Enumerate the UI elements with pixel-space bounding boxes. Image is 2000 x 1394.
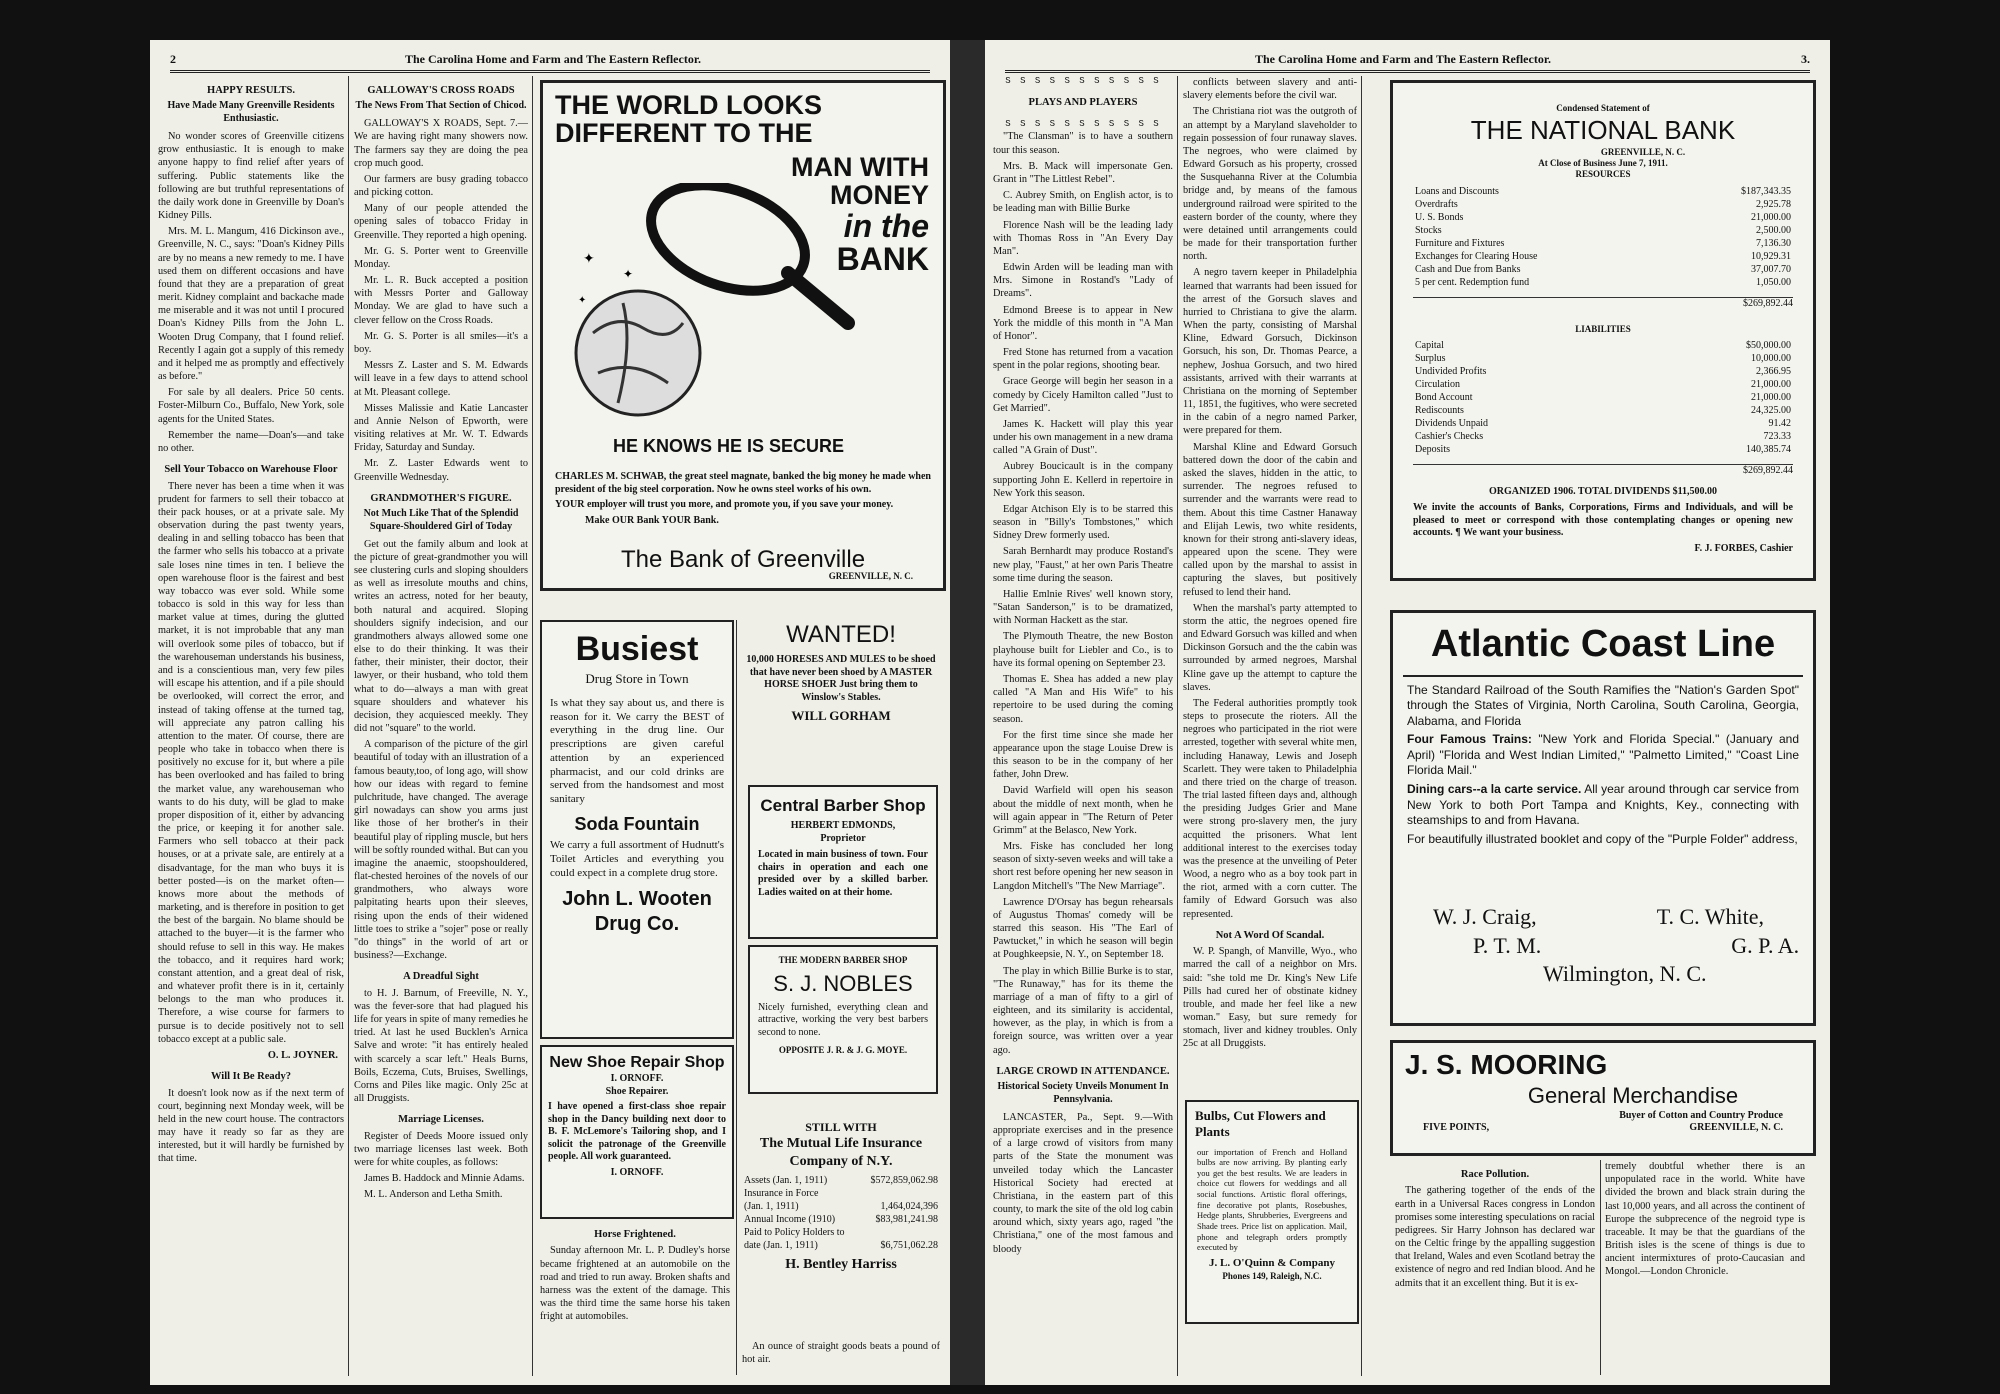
ad-body: Located in main business of town. Four chairs in operation and each one presided over by a skilled barber. Ladies waited on at their home. (758, 849, 928, 898)
row-label: Loans and Discounts (1415, 185, 1499, 197)
ad-body-bold: Dining cars--a la carte service. (1407, 782, 1582, 797)
left-page (150, 40, 950, 1385)
row-value: 37,007.70 (1751, 263, 1791, 275)
ad-headline: MONEY (829, 180, 929, 211)
national-bank-statement (1390, 80, 1816, 581)
article-paragraph: Edwin Arden will be leading man with Mrs. Simone in Rostand's "Lady of Dreams". (993, 262, 1173, 300)
row-value: 21,000.00 (1751, 379, 1791, 391)
ad-right: GREENVILLE, N. C. (1689, 1122, 1783, 1133)
soda-fountain: Soda Fountain (574, 813, 700, 834)
article-subtitle: Historical Society Unveils Monument In Pennsylvania. (997, 1081, 1169, 1106)
ad-tagline: HE KNOWS HE IS SECURE (613, 436, 845, 456)
row-value: 10,929.31 (1751, 250, 1791, 262)
article-paragraph: The play in which Billie Burke is to star, "The Runaway," has for its theme the marriage of a man of fifty to a girl of eighteen, and its similarity is accidental, however, as the play, in which is from a foreign source, was written over a year ago. (993, 965, 1173, 1056)
row-label: Paid to Policy Holders to (744, 1227, 845, 1239)
ad-signature: I. ORNOFF. (610, 1166, 664, 1178)
globe-magnifier-illustration (563, 183, 863, 433)
ad-title: J. S. MOORING (1405, 1049, 1608, 1080)
table-row (1413, 352, 1793, 365)
row-label: Circulation (1415, 379, 1460, 391)
statement-date: At Close of Business June 7, 1911. (1538, 158, 1668, 168)
contact-title: P. T. M. (1473, 932, 1542, 958)
row-value: $50,000.00 (1746, 340, 1791, 352)
article-paragraph: Edgar Atchison Ely is to be starred this season in "Billy's Tombstones," which Sidney Drew formerly used. (993, 503, 1173, 542)
table-row (1413, 443, 1793, 456)
row-label: Dividends Unpaid (1415, 418, 1489, 430)
table-row (1413, 404, 1793, 417)
bank-place: GREENVILLE, N. C. (828, 571, 913, 581)
resources-total: $269,892.44 (1413, 297, 1793, 311)
article-paragraph: It doesn't look now as if the next term of court, beginning next Monday week, will be held in the new court house. The contractors may have it ready so far as they are interested, but it will hardly be furnished by that time. (158, 1087, 344, 1165)
right-page-number: 3. (1801, 51, 1810, 66)
article-paragraph: When the marshal's party attempted to storm the attic, the negroes opened fire and Edward Gorsuch was killed and when Dickinson Gorsuch and the the cabin was surrounded by armed negroes, Marshal Kline gave up the attempt to capture the slaves. (1183, 602, 1357, 693)
article-subtitle: Have Made Many Greenville Residents Enthusiastic. (167, 100, 335, 125)
article-paragraph: LANCASTER, Pa., Sept. 9.—With appropriate exercises and in the presence of a large crowd of visitors from many parts of the State the monument was unveiled today which the Lancaster Historical Society had erected at Christiana, in the eastern part of this county, to mark the site of the old log cabin around which, sixty years ago, raged "the Christiana," one of the most famous and bloody (993, 1111, 1173, 1255)
article-title: Marriage Licenses. (398, 1114, 484, 1126)
mutual-life-ad (742, 1120, 940, 1330)
ad-top: THE MODERN BARBER SHOP (778, 955, 908, 965)
ad-body: YOUR employer will trust you more, and promote you, if you save your money. (555, 499, 894, 510)
resources-table (1413, 185, 1793, 289)
article-paragraph: The Federal authorities promptly took steps to prosecute the rioters. All the negroes who participated in the riot were arrested, together with several white men, including Hanaway, Lewis and Joseph Scarlett. They were taken to Philadelphia and there tried on the charge of treason. The trial lasted fifteen days and, although the presiding Judges Grier and Mane were strong pro-slavery men, the jury acquitted the prisoners. What lent additional interest to the exercises today was the presence at the unveiling of Peter Wood, a negro who as a boy took part in the riot, armed with a corn cutter. The family of Edward Gorsuch was also represented. (1183, 697, 1357, 920)
article-subtitle: The News From That Section of Chicod. (355, 100, 527, 112)
ad-body: 10,000 HORESES AND MULES to be shoed that have never been shoed by A MASTER HORSE SHOER Just bring them to Winslow's Stables. (746, 654, 936, 703)
article-paragraph: Messrs Z. Laster and S. M. Edwards will leave in a few days to attend school at Mt. Pleasant college. (354, 360, 528, 398)
row-label: Capital (1415, 340, 1444, 352)
race-article-part-1 (1395, 1160, 1595, 1375)
article-paragraph: Sarah Bernhardt may produce Rostand's new play, "Faust," at her own Paris Theatre some time during the season. (993, 546, 1173, 584)
statement-body: We invite the accounts of Banks, Corporations, Firms and Individuals, and will be pleased to meet or correspond with those contemplating changes or opening new accounts. ¶ We want your business. (1413, 502, 1793, 539)
article-paragraph: Mr. G. S. Porter went to Greenville Monday. (354, 245, 528, 270)
article-paragraph: A comparison of the picture of the girl beautiful of today with an illustration of a famous beauty,too, of long ago, will show how our ideas with regard to femine pulchritude, have changed. The average girl nowadays can show you arms just like those of her brother's in their beautiful play of rippling muscle, but hers will be softly rounded withal. But can you imagine the anaemic, stoopshouldered, flat-chested heroines of the novels of our grandmothers, who always wore palpitating hearts upon their sleeves, rising upon the ends of their widened little toes to strike a "sojer" pose or really "do things" in the world of art or business?—Exchange. (354, 739, 528, 962)
article-paragraph: Edmond Breese is to appear in New York the middle of this month in "A Man of Honor". (993, 304, 1173, 342)
ad-body: The Standard Railroad of the South Ramifies the "Nation's Garden Spot" through the States of Virginia, North Carolina, South Carolina, Georgia, Alabama, and Florida (1407, 682, 1799, 728)
table-row (1413, 237, 1793, 250)
svg-text:✦: ✦ (623, 267, 634, 281)
mutual-life-figures (742, 1174, 940, 1252)
row-value: 2,500.00 (1756, 224, 1791, 236)
row-value (860, 1187, 940, 1200)
ad-title: Busiest (575, 630, 699, 668)
cashier-name: F. J. FORBES, Cashier (1694, 542, 1793, 554)
ad-address: Phones 149, Raleigh, N.C. (1222, 1270, 1322, 1281)
ad-body: Is what they say about us, and there is reason for it. We carry the BEST of everything in the drug line. Our prescriptions are given careful attention by an experienced pharmacist, and our cold drinks are served from the handsomest and most sanitary (550, 696, 724, 805)
atlantic-coast-line-ad (1390, 610, 1816, 1026)
table-row (1413, 185, 1793, 198)
table-row (742, 1200, 940, 1213)
left-header (170, 48, 930, 73)
ad-headline: THE WORLD LOOKS (555, 90, 822, 120)
article-paragraph: Fred Stone has returned from a vacation spent in the polar regions, shooting bear. (993, 347, 1173, 372)
row-value: 2,925.78 (1756, 198, 1791, 210)
page-gutter (950, 40, 985, 1385)
article-paragraph: For the first time since she made her appearance upon the stage Louise Drew is this season to be in the company of her father, John Drew. (993, 729, 1173, 781)
drug-co-name: John L. Wooten (562, 887, 712, 910)
article-title: Not A Word Of Scandal. (1215, 929, 1325, 941)
ad-body: Make OUR Bank YOUR Bank. (585, 514, 719, 526)
ad-owner: HERBERT EDMONDS, (790, 820, 896, 832)
ad-body: I have opened a first-class shoe repair shop in the Dancy building next door to B. F. McLemore's Tailoring shop, and I solicit the patronage of the Greenville people. All work guaranteed. (548, 1101, 726, 1162)
article-title: HAPPY RESULTS. (207, 85, 295, 96)
table-row (742, 1213, 940, 1226)
table-row (1413, 224, 1793, 237)
liabilities-table (1413, 339, 1793, 456)
article-paragraph: Mrs. Fiske has concluded her long season of sixty-seven weeks and will take a short rest before opening her new season in Langdon Mitchell's "The New Marriage". (993, 841, 1173, 892)
table-row (1413, 276, 1793, 289)
table-row (1413, 198, 1793, 211)
ad-body: All year around through car service from New York to both Port Tampa and Knights, Key., connecting with steamships to and from Havana. (1407, 782, 1800, 828)
ad-title: Atlantic Coast Line (1430, 623, 1776, 665)
ad-body: Nicely furnished, everything clean and attractive, working the very best barbers second to none. (758, 1001, 928, 1038)
contact-title: G. P. A. (1731, 932, 1800, 958)
bank-name: THE NATIONAL BANK (1470, 115, 1736, 146)
left-column-2 (354, 76, 528, 1376)
ad-body: "New York and Florida Special." (January and April) "Florida and West Indian Limited," "Palmetto Limited," "Coast Line Florida Mail." (1407, 732, 1799, 778)
ad-headline: BANK (836, 241, 929, 278)
resources-title: RESOURCES (1575, 169, 1631, 180)
row-label: Insurance in Force (744, 1188, 819, 1200)
article-subtitle: Not Much Like That of the Splendid Square-Shouldered Girl of Today (363, 508, 519, 532)
ad-body: our importation of French and Holland bulbs are now arriving. By planting early you get the best results. We are leaders in choice cut flowers for weddings and all social functions. Artistic floral offerings, fine decorative pot plants, Rosebushes, Hedge plants, Shrubberies, Evergreens and Shade trees. Price list on application. Mail, phone and telegraph orders promptly executed by (1197, 1146, 1347, 1253)
row-value: 723.33 (1763, 431, 1791, 443)
row-label: Surplus (1415, 353, 1446, 365)
statement-top: Condensed Statement of (1556, 103, 1650, 113)
row-value: $187,343.35 (1741, 185, 1791, 197)
left-header-title: The Carolina Home and Farm and The Eastern Reflector. (404, 51, 702, 66)
article-paragraph: Hallie Emlnie Rives' well known story, "Satan Sanderson," is to be dramatized, with Norman Hackett as the star. (993, 588, 1173, 627)
article-paragraph: Mrs. B. Mack will impersonate Gen. Grant in "The Littlest Rebel". (993, 160, 1173, 185)
row-label: Stocks (1415, 224, 1442, 236)
table-row (1413, 430, 1793, 443)
article-paragraph: Remember the name—Doan's—and take no other. (158, 429, 344, 454)
article-paragraph: Mrs. M. L. Mangum, 416 Dickinson ave., Greenville, N. C., says: "Doan's Kidney Pills are by no means a new remedy to me. I have used them on different occasions and have found that they are a preparation of great merit. Kidney complaint and backache made me miserable and it was not until I procured Doan's Kidney Pills from the John L. Wooten Drug Company, that I found relief. Recently I again got a supply of this remedy and it helped me as promptly and effectively as before." (158, 226, 344, 383)
horse-frightened-article (540, 1220, 730, 1370)
ad-title: New Shoe Repair Shop (549, 1054, 725, 1071)
table-row (742, 1239, 940, 1252)
row-value: 7,136.30 (1756, 237, 1791, 249)
ad-top: STILL WITH (805, 1120, 877, 1134)
row-label: Exchanges for Clearing House (1415, 250, 1538, 262)
article-paragraph: The gathering together of the ends of the earth in a Universal Races congress in London promises some interesting speculations on racial pedigrees. Sir Harry Johnson has declared war on the Celtic fringe by the appalling suggestion that Ireland, Wales and even Scotland betray the existence of negro and red Indian blood. And he admits that it an excellent thing. But it is ex- (1395, 1185, 1595, 1289)
row-value: 21,000.00 (1751, 211, 1791, 223)
contact-city: Wilmington, N. C. (1543, 961, 1707, 987)
article-title: A Dreadful Sight (403, 971, 479, 983)
article-title: LARGE CROWD IN ATTENDANCE. (996, 1065, 1170, 1077)
article-paragraph: James B. Haddock and Minnie Adams. (364, 1173, 525, 1185)
row-label: Bond Account (1415, 392, 1473, 404)
article-paragraph: For sale by all dealers. Price 50 cents. Foster-Milburn Co., Buffalo, New York, sole agents for the United States. (158, 387, 344, 425)
article-paragraph: W. P. Spangh, of Manville, Wyo., who marred the call of a neighbor on Mrs. said: "she told me Dr. King's New Life Pills had cured her of obstinate kidney trouble, and made her feel like a new woman." Easy, but sure remedy for stomach, liver and kidney troubles. Only 25c at all Druggists. (1183, 946, 1357, 1050)
row-label: Cashier's Checks (1415, 431, 1484, 443)
left-page-number: 2 (170, 51, 176, 66)
row-label: Furniture and Fixtures (1415, 237, 1505, 249)
article-paragraph: No wonder scores of Greenville citizens grow enthusiastic. It is enough to make anyone happy to find relief after years of suffering. Public statements like the following are but truthful representations of the daily work done in Greenville by Doan's Kidney Pills. (158, 131, 344, 222)
table-row (742, 1174, 940, 1187)
article-paragraph: M. L. Anderson and Letha Smith. (364, 1189, 503, 1201)
table-row (1413, 339, 1793, 352)
article-title: Sell Your Tobacco on Warehouse Floor (164, 464, 338, 476)
article-title: PLAYS AND PLAYERS (1028, 96, 1138, 108)
row-label: Cash and Due from Banks (1415, 263, 1521, 275)
ad-title: The Mutual Life Insurance (759, 1136, 923, 1152)
table-row (1413, 250, 1793, 263)
row-label: Overdrafts (1415, 198, 1458, 210)
bulbs-flowers-ad (1185, 1100, 1359, 1324)
article-paragraph: Our farmers are busy grading tobacco and picking cotton. (354, 173, 528, 199)
table-row (742, 1187, 940, 1200)
row-label: Undivided Profits (1415, 366, 1487, 378)
liabilities-title: LIABILITIES (1575, 324, 1631, 334)
article-title: Horse Frightened. (594, 1229, 676, 1240)
row-value: 91.42 (1768, 418, 1791, 430)
article-paragraph: C. Aubrey Smith, on English actor, is to be leading man with Billie Burke (993, 190, 1173, 215)
table-row (742, 1226, 940, 1239)
article-paragraph: There never has been a time when it was prudent for farmers to sell their tobacco at their pack houses, or at a private sale. My observation during the past twenty years, dealing in and selling tobacco has been that the farmer who sells his tobacco at a private sale loses nine times in ten. I believe the open warehouse floor is the fairest and best way tobacco was ever sold. While some tobacco is sold in this way for less than market value at times, during the glutted market, it is not improbable that any man will overlook some piles of tobacco, but if the warehouseman understands his business, and is a conscientious man, very few piles will escape his attention, and if a pile should be overlooked, will correct the error, and instead of taking offense at the turned tag, will appreciate any patron calling his attention to the mater. Of course, there are people who take in tobacco when there is positively no excuse for it, but where a pile has been overlooked and has failed to bring the market value, any warehouseman who wants to do his duty, will be glad to make proper disposition of it, either by advancing the price, or keeping it for another sale. Farmers who sell tobacco at their pack houses, or at a private sale, are entirely at a disadvantage, for the man who buys it is better posted—is on the market often—knows more about the methods of marketing, and is therefore in position to get the best of the bargain. No blame should be attached to the buyer—it is the farmer who should refuse to sell in this way. He makes the tobacco, and it requires hard work; constant attention, and a great deal of risk, and whatever profit there is in it, certainly belongs to the man who produces it. Therefore, a wise course for farmers to pursue is to decide positively not to sell tobacco except at a public sale. (158, 480, 344, 1045)
ad-title: Central Barber Shop (760, 796, 926, 815)
ornament-row: S S S S S S S S S S S (1005, 118, 1161, 129)
article-title: GALLOWAY'S CROSS ROADS (367, 85, 515, 96)
article-paragraph: Mr. L. R. Buck accepted a position with Messrs Porter and Galloway Monday. We are glad to have such a clever fellow on the Cross Roads. (354, 275, 528, 326)
ad-headline: MAN WITH (791, 152, 929, 182)
article-paragraph: Many of our people attended the opening sales of tobacco Friday in Greenville. They reported a high opening. (354, 203, 528, 241)
right-header (1005, 48, 1810, 73)
ad-title: Company of N.Y. (789, 1154, 893, 1170)
ad-signature: J. L. O'Quinn & Company (1209, 1256, 1335, 1269)
article-paragraph: Mr. Z. Laster Edwards went to Greenville Wednesday. (354, 458, 528, 483)
right-header-title: The Carolina Home and Farm and The Eastern Reflector. (1254, 51, 1552, 66)
row-value: 10,000.00 (1751, 353, 1791, 365)
table-row (1413, 417, 1793, 430)
article-paragraph: An ounce of straight goods beats a pound of hot air. (742, 1341, 940, 1366)
row-label: 5 per cent. Redemption fund (1415, 276, 1530, 288)
wanted-ad (742, 620, 940, 775)
contact-name: T. C. White, (1656, 904, 1765, 929)
nobles-barber-ad (748, 945, 938, 1094)
article-paragraph: conflicts between slavery and anti-slavery elements before the civil war. (1183, 77, 1357, 102)
row-value: 21,000.00 (1751, 392, 1791, 404)
row-label: Deposits (1415, 444, 1450, 456)
ad-body-bold: Four Famous Trains: (1407, 732, 1532, 747)
article-paragraph: David Warfield will open his season about the middle of next month, when he will again appear in "The Return of Peter Grimm" at the Belasco, New York. (993, 785, 1173, 836)
article-paragraph: GALLOWAY'S X ROADS, Sept. 7.—We are having right many showers now. The farmers say they are doing the pea crop much good. (354, 118, 528, 169)
ad-left: FIVE POINTS, (1423, 1122, 1490, 1133)
article-paragraph: Mr. G. S. Porter is all smiles—it's a boy. (354, 330, 528, 355)
liabilities-total: $269,892.44 (1413, 464, 1793, 478)
shoe-repair-ad (540, 1045, 734, 1219)
ad-title: S. J. NOBLES (773, 971, 913, 997)
ad-headline: DIFFERENT TO THE (555, 118, 813, 149)
article-paragraph: Get out the family album and look at the picture of great-grandmother you will see clustering curls and sloping shoulders as well as irresolute mouths and chins, writes an actress, noted for her beauty, both natural and acquired. Sloping shoulders signify indecision, and our grandmothers always allowed some one else to do their thinking. It was their father, their minister, their doctor, their lawyer, or their husband, who told them what to do—always a man with great square shoulders and whatever his decision, they acquiesced meekly. They did not "square" to the world. (354, 538, 528, 735)
article-title: Race Pollution. (1460, 1169, 1530, 1180)
ad-body: CHARLES M. SCHWAB, the great steel magnate, banked the big money he made when president of the big steel corporation. Now he owns steel works of his own. (555, 471, 931, 495)
article-title: Will It Be Ready? (210, 1071, 292, 1083)
article-paragraph: Grace George will begin her season in a comedy by Cicely Hamilton called "Just to Get Married". (993, 376, 1173, 414)
row-label: U. S. Bonds (1415, 211, 1464, 223)
organized-line: ORGANIZED 1906. TOTAL DIVIDENDS $11,500.00 (1488, 485, 1718, 497)
svg-text:✦: ✦ (583, 252, 595, 267)
ornament-row: S S S S S S S S S S S (1005, 76, 1161, 86)
article-paragraph: The Christiana riot was the outgroth of an attempt by a Maryland slaveholder to regain possession of four runaway slaves. The negroes, who were claimed by Edward Gorsuch as his property, crossed the Susquehanna River at the Columbia bridge and, by means of the famous underground railroad were spirited to the eastern border of the county, where they were detained until arrangements could be made for their transportation further north. (1183, 106, 1357, 263)
article-paragraph: Register of Deeds Moore issued only two marriage licenses last week. Both were for white couples, as follows: (354, 1130, 528, 1168)
ad-owner: I. ORNOFF. (610, 1073, 664, 1084)
article-paragraph: "The Clansman" is to have a southern tour this season. (993, 131, 1173, 156)
mooring-ad (1390, 1040, 1816, 1156)
row-value: $572,859,062.98 (870, 1175, 938, 1187)
right-page (985, 40, 1830, 1385)
row-value: $6,751,062.28 (880, 1240, 938, 1252)
ad-body: For beautifully illustrated booklet and copy of the "Purple Folder" address, (1407, 831, 1798, 846)
ad-title: WANTED! (786, 621, 896, 648)
article-paragraph: tremely doubtful whether there is an unpopulated race in the world. White have divided the brown and black strain during the last 10,000 years, and all across the continent of Europe the subprecence of the negroid type is traceable. It may be that the guardians of the British isles is the scene of things is due to ancient intermixtures of proto-Caucasian and Mongol.—London Chronicle. (1605, 1161, 1805, 1278)
ad-role: Shoe Repairer. (605, 1085, 669, 1097)
article-paragraph: Aubrey Boucicault is in the company supporting John E. Kellerd in repertoire in New York this season. (993, 461, 1173, 499)
ad-buyer: Buyer of Cotton and Country Produce (1619, 1109, 1783, 1121)
ad-role: Proprietor (820, 832, 866, 844)
table-row (1413, 378, 1793, 391)
article-paragraph: Misses Malissie and Katie Lancaster and Annie Nelson of Epworth, were visiting relatives at Mr. W. T. Edwards Friday, Saturday and Sunday. (354, 402, 528, 454)
table-row (1413, 211, 1793, 224)
table-row (1413, 263, 1793, 276)
article-title: GRANDMOTHER'S FIGURE. (370, 492, 512, 504)
row-value: 1,464,024,396 (880, 1201, 938, 1213)
ad-subtitle: General Merchandise (1527, 1083, 1739, 1108)
article-signature: O. L. JOYNER. (267, 1049, 338, 1061)
table-row (1413, 391, 1793, 404)
row-label: Annual Income (1910) (744, 1214, 836, 1226)
row-label: Assets (Jan. 1, 1911) (744, 1175, 828, 1187)
ounce-filler (742, 1340, 940, 1375)
right-column-2 (1183, 76, 1357, 1086)
article-paragraph: James K. Hackett will play this year under his own management in a new drama called "A Grain of Dust". (993, 418, 1173, 457)
article-paragraph: The Plymouth Theatre, the new Boston playhouse built for Liebler and Co., is to have its formal opening on September 23. (993, 631, 1173, 669)
article-paragraph: to H. J. Barnum, of Freeville, N. Y., was the fever-sore that had plagued his life for years in spite of many remedies he tried. At last he used Bucklen's Arnica Salve and wrote: "it has entirely healed with scarcely a scar left." Heals Burns, Boils, Eczema, Cuts, Bruises, Swellings, Corns and Piles like magic. Only 25c at all Druggists. (354, 987, 528, 1105)
left-column-1 (158, 76, 344, 1376)
ad-title: Bulbs, Cut Flowers and Plants (1195, 1108, 1326, 1140)
drug-co-name: Drug Co. (594, 912, 680, 935)
ad-address: OPPOSITE J. R. & J. G. MOYE. (778, 1045, 908, 1056)
row-label: (Jan. 1, 1911) (744, 1201, 799, 1213)
race-article-part-2 (1605, 1160, 1805, 1375)
article-paragraph: Thomas E. Shea has added a new play called "A Man and His Wife" to his repertoire to be used during the coming season. (993, 674, 1173, 725)
right-column-1 (993, 76, 1173, 1376)
row-value (860, 1226, 940, 1239)
row-value: $83,981,241.98 (875, 1214, 938, 1226)
agent-name: H. Bentley Harriss (785, 1257, 897, 1273)
central-barber-shop-ad (748, 785, 938, 939)
article-paragraph: Marshal Kline and Edward Gorsuch battered down the door of the cabin and asked the slaves, hidden in the attic, to surrender. The negroes refused to surrender and the warrants were read to them. About this time Castner Hanaway and Elijah Lewis, two white residents, known for their strong anti-slavery ideas, appeared upon the scene. They were called upon by the marshal to assist in capturing the slaves, but positively refused to lend their hand. (1183, 441, 1357, 598)
row-label: date (Jan. 1, 1911) (744, 1240, 818, 1252)
article-paragraph: A negro tavern keeper in Philadelphia learned that warrants had been issued for the arrest of the Gorsuch slaves and hurried to Christiana to give the alarm. When the party, consisting of Marshal Kline, Edward Gorsuch, Dickinson Gorsuch, his son, Dr. Thomas Pearce, a nephew, Joshua Gorsuch, and two hired assistants, arrived with their warrants at Christiana on the morning of September 11, 1851, the fugitives, who were secreted in the cabin of a negro named Parker, were prepared for them. (1183, 267, 1357, 437)
row-value: 1,050.00 (1756, 276, 1791, 288)
bank-place: GREENVILLE, N. C. (1600, 146, 1686, 157)
svg-text:✦: ✦ (578, 295, 587, 306)
contact-name: W. J. Craig, (1433, 904, 1537, 929)
ad-headline: in the (843, 207, 929, 244)
article-paragraph: Sunday afternoon Mr. L. P. Dudley's horse became frightened at an automobile on the road and tried to run away. Broken shafts and harness was the extent of the damage. This was the third time the same horse his taken fright at automobiles. (540, 1245, 730, 1323)
row-value: 24,325.00 (1751, 405, 1791, 417)
ad-body: We carry a full assortment of Hudnutt's Toilet Articles and everything you could expect in a complete drug store. (550, 839, 724, 879)
row-value: 2,366.95 (1756, 366, 1791, 378)
bank-name: The Bank of Greenville (620, 546, 866, 573)
row-value: 140,385.74 (1746, 444, 1791, 456)
article-paragraph: Florence Nash will be the leading lady with Thomas Ross in "An Every Day Man". (993, 219, 1173, 257)
ad-signature: WILL GORHAM (791, 708, 891, 723)
acl-contacts (1433, 903, 1799, 989)
ad-subtitle: Drug Store in Town (585, 670, 689, 686)
drug-store-ad (540, 620, 734, 1039)
bank-of-greenville-ad (540, 80, 946, 591)
row-label: Rediscounts (1415, 405, 1464, 417)
article-paragraph: Lawrence D'Orsay has begun rehearsals of Augustus Thomas' comedy will be starred this season. His "The Earl of Pawtucket," in which he season will begin at Poughkeepsie, N. Y., on September 18. (993, 896, 1173, 961)
table-row (1413, 365, 1793, 378)
